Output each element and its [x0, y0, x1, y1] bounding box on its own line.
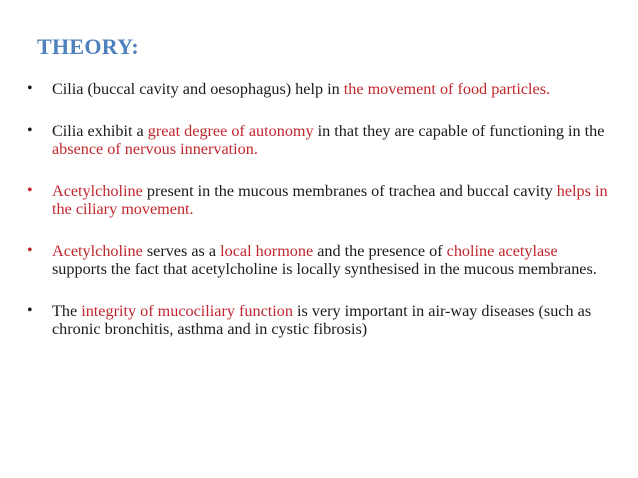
bullet-marker: • [27, 122, 33, 139]
highlighted-text: helps in the ciliary movement. [52, 182, 608, 218]
slide-title: THEORY: [37, 34, 139, 59]
body-text: present in the mucous membranes of trachea and buccal cavity [142, 182, 557, 200]
highlighted-text: great degree of autonomy [147, 122, 314, 140]
body-text: serves as a [142, 242, 221, 260]
highlighted-text: Acetylcholine [52, 182, 143, 200]
bullet-text [52, 122, 604, 158]
bullet-marker: • [27, 80, 33, 97]
bullet-text [52, 182, 608, 218]
bullet-text [52, 242, 597, 278]
highlighted-text: Acetylcholine [52, 242, 143, 260]
body-text: Cilia exhibit a [52, 122, 148, 140]
bullet-item [25, 80, 615, 98]
body-text: supports the fact that acetylcholine is locally synthesised in the mucous membranes. [52, 260, 597, 278]
bullet-text [52, 80, 550, 98]
highlighted-text: local hormone [220, 242, 314, 260]
highlighted-text: absence of nervous innervation. [52, 140, 258, 158]
body-text: and the presence of [313, 242, 447, 260]
highlighted-text: the movement of food particles. [343, 80, 551, 98]
bullet-list [25, 80, 615, 338]
highlighted-text: choline acetylase [446, 242, 558, 260]
body-text: The [52, 302, 82, 320]
body-text: in that they are capable of functioning in the [313, 122, 605, 140]
bullet-item [25, 302, 615, 338]
body-text: Cilia (buccal cavity and oesophagus) help in [52, 80, 344, 98]
bullet-text [52, 302, 591, 338]
bullet-item [25, 182, 615, 218]
bullet-item [25, 242, 615, 278]
bullet-marker: • [27, 302, 33, 319]
body-text: is very important in air-way diseases (such as chronic bronchitis, asthma and in cystic fibrosis) [52, 302, 592, 338]
highlighted-text: integrity of mucociliary function [81, 302, 293, 320]
bullet-marker: • [27, 182, 33, 199]
bullet-marker: • [27, 242, 33, 259]
bullet-item [25, 122, 615, 158]
